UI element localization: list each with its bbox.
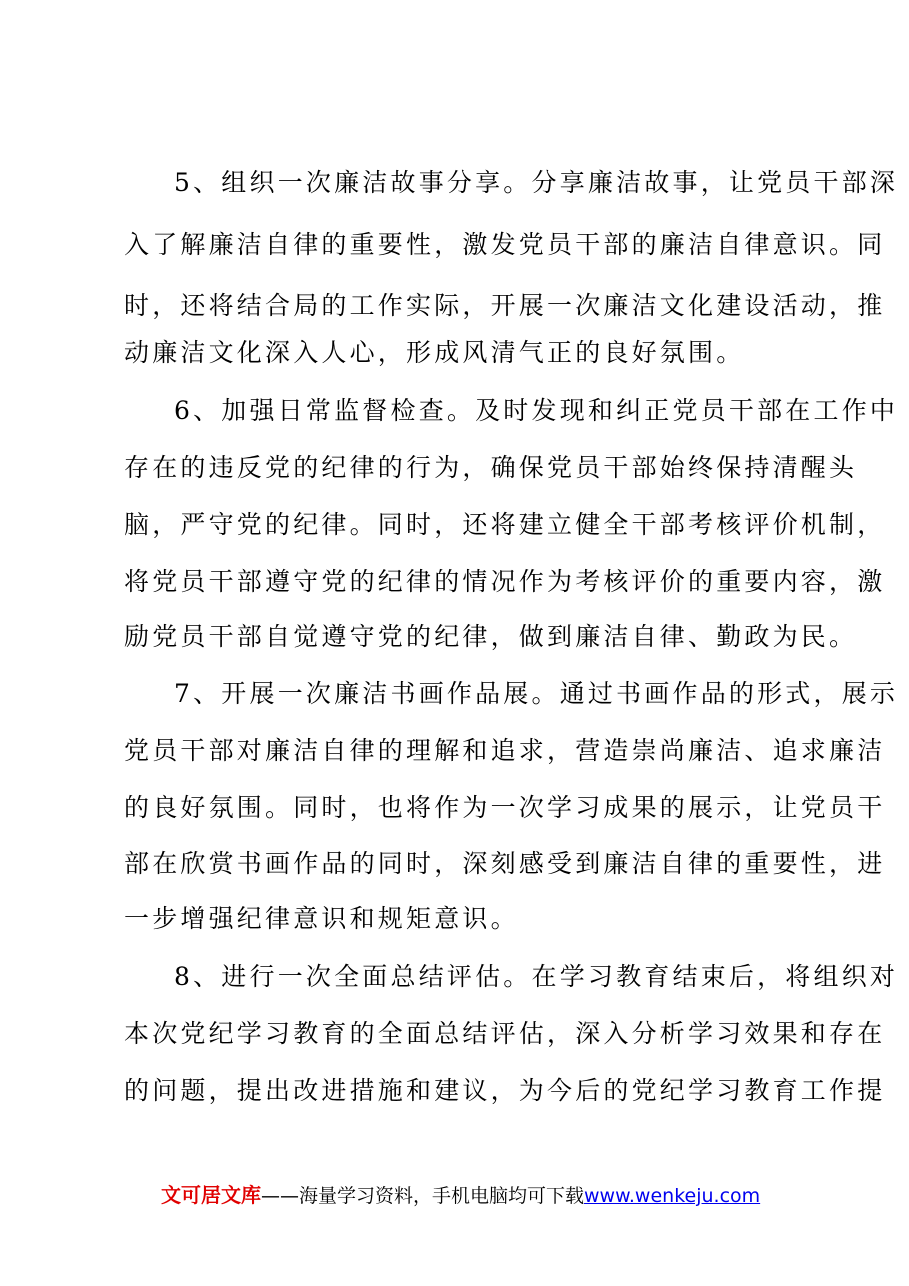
footer-banner (161, 1181, 760, 1210)
paragraph-8-line-3: 的问题，提出改进措施和建议，为今后的党纪学习教育工作提 (124, 1076, 886, 1105)
paragraph-5-line-3: 时，还将结合局的工作实际，开展一次廉洁文化建设活动，推 (124, 291, 886, 320)
paragraph-6-line-4: 将党员干部遵守党的纪律的情况作为考核评价的重要内容，激 (124, 567, 886, 596)
paragraph-7-line-4: 部在欣赏书画作品的同时，深刻感受到廉洁自律的重要性，进 (124, 849, 886, 878)
paragraph-8-line-1: 8、进行一次全面总结评估。在学习教育结束后，将组织对 (174, 962, 899, 991)
paragraph-6-line-2: 存在的违反党的纪律的行为，确保党员干部始终保持清醒头 (124, 453, 858, 482)
paragraph-6-line-5: 励党员干部自觉遵守党的纪律，做到廉洁自律、勤政为民。 (124, 622, 858, 651)
paragraph-5-line-4: 动廉洁文化深入人心，形成风清气正的良好氛围。 (124, 338, 745, 367)
paragraph-5-line-2: 入了解廉洁自律的重要性，激发党员干部的廉洁自律意识。同 (124, 230, 886, 259)
paragraph-7-line-2: 党员干部对廉洁自律的理解和追求，营造崇尚廉洁、追求廉洁 (124, 736, 886, 765)
paragraph-7-line-5: 一步增强纪律意识和规矩意识。 (124, 904, 519, 933)
footer-slogan: ——海量学习资料，手机电脑均可下载 (261, 1185, 585, 1207)
paragraph-7-line-1: 7、开展一次廉洁书画作品展。通过书画作品的形式，展示 (174, 679, 899, 708)
paragraph-6-line-1: 6、加强日常监督检查。及时发现和纠正党员干部在工作中 (174, 396, 899, 425)
paragraph-5-line-1: 5、组织一次廉洁故事分享。分享廉洁故事，让党员干部深 (174, 168, 899, 197)
paragraph-6-line-3: 脑，严守党的纪律。同时，还将建立健全干部考核评价机制， (124, 510, 886, 539)
footer-website-link[interactable]: www.wenkeju.com (584, 1185, 761, 1207)
footer-brand: 文可居文库 (161, 1183, 261, 1207)
paragraph-7-line-3: 的良好氛围。同时，也将作为一次学习成果的展示，让党员干 (124, 793, 886, 822)
paragraph-8-line-2: 本次党纪学习教育的全面总结评估，深入分析学习效果和存在 (124, 1019, 886, 1048)
